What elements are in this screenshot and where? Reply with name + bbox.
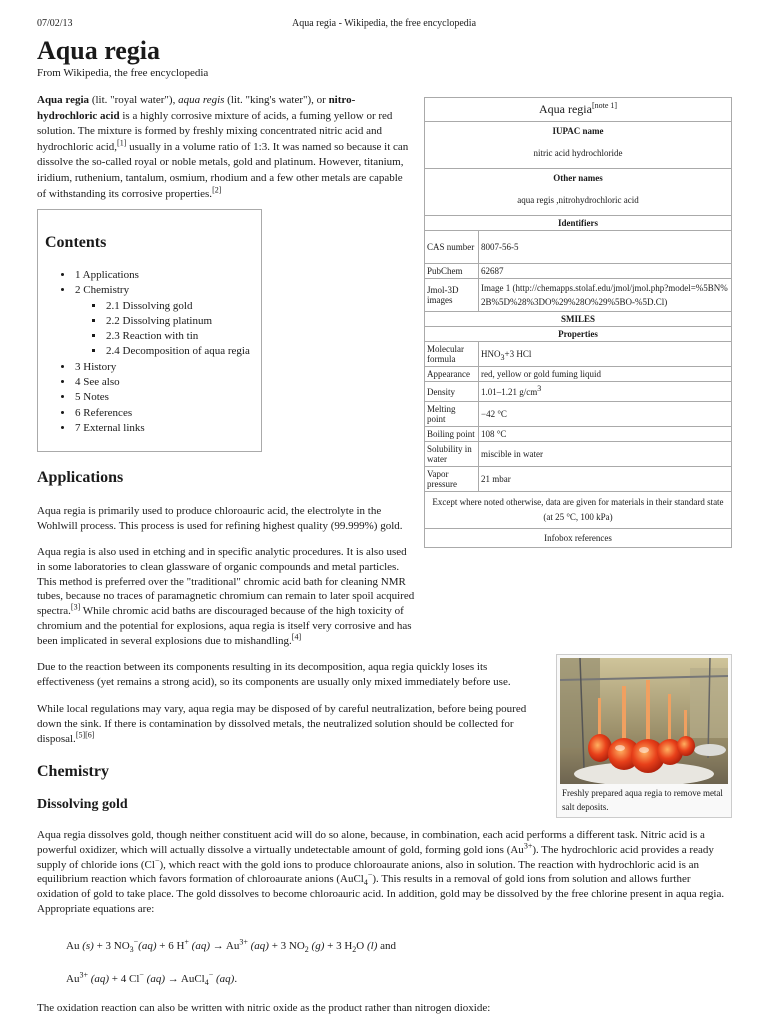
toc-subitem[interactable]: ▪ 2.1 Dissolving gold — [105, 299, 250, 314]
infobox-row — [425, 467, 731, 492]
toc-item[interactable]: • 7 External links — [74, 421, 250, 436]
applications-paragraph-1: Aqua regia is primarily used to produce chloroauric acid, the electrolyte in the Wohlwill process. This process is used for refining highest quality (99.999%) gold. — [37, 505, 403, 532]
article-title: Aqua regia — [37, 36, 161, 65]
infobox-row-label[interactable]: CAS number — [425, 231, 479, 264]
infobox-row — [425, 382, 731, 402]
toc-sublist — [75, 299, 250, 360]
toc-subitem[interactable]: ▪ 2.2 Dissolving platinum — [105, 314, 250, 329]
infobox-properties-label: Properties — [425, 327, 731, 342]
infobox-row-value: red, yellow or gold fuming liquid — [479, 367, 732, 382]
toc-item[interactable]: • 2 Chemistry ▪ 2.1 Dissolving gold ▪ 2.2 Dissolving platinum ▪ 2.3 Reaction with tin ▪ 2.4 Decomposition of aqua regia — [74, 283, 250, 359]
infobox-row-value[interactable]: 8007-56-5 — [479, 231, 732, 264]
infobox-identifiers-label: Identifiers — [425, 216, 731, 231]
infobox-row-label[interactable]: Solubility in water — [425, 442, 479, 467]
thumbnail-figure — [556, 654, 732, 818]
infobox-row — [425, 231, 731, 264]
infobox-row-value: 108 °C — [479, 427, 732, 442]
print-date: 07/02/13 — [37, 18, 73, 29]
chembox-infobox — [424, 97, 732, 548]
infobox-references-link[interactable]: Infobox references — [425, 529, 731, 548]
infobox-row-value[interactable]: Image 1 (http://chemapps.stolaf.edu/jmol/jmol.php?model=%5BN%2B%5D%28%3DO%29%28O%29%5BO-%5D.Cl) — [479, 279, 732, 312]
infobox-footnote: Except where noted otherwise, data are given for materials in their standard state (at 25 °C, 100 kPa) — [425, 492, 731, 529]
infobox-row — [425, 279, 731, 312]
section-heading-applications: Applications — [37, 469, 124, 486]
infobox-title: Aqua regia[note 1] — [538, 101, 618, 116]
infobox-row — [425, 264, 731, 279]
infobox-row — [425, 402, 731, 427]
chemistry-paragraph-2: The oxidation reaction can also be written with nitric oxide as the product rather than nitrogen dioxide: — [37, 1002, 491, 1014]
lead-term-nitro-hydrochloric: nitro-hydrochloric acid — [37, 94, 356, 122]
figure-caption: Freshly prepared aqua regia to remove metal salt deposits. — [562, 788, 723, 812]
section-heading-chemistry: Chemistry — [37, 763, 109, 780]
toc-item[interactable]: • 5 Notes — [74, 390, 250, 405]
article-subtitle: From Wikipedia, the free encyclopedia — [37, 67, 209, 79]
infobox-row — [425, 342, 731, 367]
infobox-row-label[interactable]: Molecular formula — [425, 342, 479, 367]
infobox-row-label[interactable]: Vapor pressure — [425, 467, 479, 492]
infobox-iupac-label: IUPAC name — [425, 122, 731, 139]
toc-item[interactable]: • 1 Applications — [74, 268, 250, 283]
infobox-row-value: $HNO_3+3$ HCl — [479, 342, 732, 367]
applications-paragraph-4: While local regulations may vary, aqua regia may be disposed of by careful neutralization, before being poured down the sink. If there is contamination by dissolved metals, the neutralized solution should be collected for disposal.[5][6] — [37, 703, 527, 745]
infobox-row-label[interactable]: PubChem — [425, 264, 479, 279]
applications-paragraph-3: Due to the reaction between its components resulting in its decomposition, aqua regia quickly loses its effectiveness (yet remains a strong acid), so its components are usually only mixed immediately before use. — [37, 661, 511, 688]
infobox-row-label[interactable]: Jmol-3D images — [425, 279, 479, 312]
citation-link[interactable]: [2] — [212, 184, 222, 194]
infobox-row-label[interactable]: Melting point — [425, 402, 479, 427]
infobox-row-value: 21 mbar — [479, 467, 732, 492]
toc-list — [74, 268, 250, 436]
toc-item[interactable]: • 6 References — [74, 406, 250, 421]
infobox-row — [425, 427, 731, 442]
infobox-other-names-label: Other names — [425, 169, 731, 186]
toc-subitem[interactable]: ▪ 2.3 Reaction with tin — [105, 329, 250, 344]
toc-item[interactable]: • 4 See also — [74, 375, 250, 390]
lead-term-aqua-regis[interactable]: aqua regis — [178, 94, 225, 106]
infobox-row-label[interactable]: Boiling point — [425, 427, 479, 442]
subsection-heading-dissolving-gold: Dissolving gold — [37, 797, 128, 812]
lead-paragraph: Aqua regia (lit. "royal water"), aqua regis (lit. "king's water"), or nitro-hydrochloric acid is a highly corrosive mixture of acids, a fuming yellow or red solution. The mixture is formed by freshly mixing concentrated nitric acid and hydrochloric acid,[1] usually in a volume ratio of 1:3. It was named so because it can dissolve the so-called royal or noble metals, gold and platinum. However, titanium, iridium, ruthenium, tantalum, osmium, rhodium and a few other metals are capable of withstanding its corrosive properties.[2] — [37, 94, 409, 200]
infobox-other-names-value: aqua regis ,nitrohydrochloric acid — [517, 195, 639, 205]
citation-link[interactable]: [1] — [117, 138, 127, 148]
table-of-contents — [37, 209, 262, 452]
infobox-row-value[interactable]: 62687 — [479, 264, 732, 279]
infobox-iupac-value: nitric acid hydrochloride — [533, 148, 623, 158]
citation-link[interactable]: [4] — [291, 632, 302, 642]
infobox-row-label: Appearance — [425, 367, 479, 382]
infobox-row — [425, 367, 731, 382]
citation-link[interactable]: [5][6] — [75, 729, 95, 739]
toc-item[interactable]: • 3 History — [74, 360, 250, 375]
infobox-row-value: 1.01–1.21 $g/cm^3$ — [479, 382, 732, 402]
toc-subitem[interactable]: ▪ 2.4 Decomposition of aqua regia — [105, 344, 250, 359]
chemistry-paragraph-1: Aqua regia dissolves gold, though neither constituent acid will do so alone, because, in combination, each acid performs a different task. Nitric acid is a powerful oxidizer, which will actually dissolve a virtually undetectable amount of gold, forming gold ions $(Au^{3+})$. The hydrochloric acid provides a ready supply of chloride ions (Cl−), which react with the gold ions to produce chloroaurate anions, also in solution. The reaction with hydrochloric acid is an equilibrium reaction which favors formation of chloroaurate anions (AuCl$_4$−). This results in a removal of gold ions from solution and allows further oxidation of gold to take place. The gold dissolves to become chloroauric acid. In addition, gold may be dissolved by the free chlorine present in aqua regia. Appropriate equations are: — [37, 829, 725, 915]
print-header — [37, 18, 731, 32]
lead-term-aqua-regia: Aqua regia — [37, 94, 90, 106]
infobox-row-value: miscible in water — [479, 442, 732, 467]
note-link[interactable]: [note 1] — [591, 101, 618, 110]
applications-paragraph-2: Aqua regia is also used in etching and in specific analytic procedures. It is also used in some laboratories to clean glassware of organic compounds and metal particles. This method is preferred over the "traditional" chromic acid bath for cleaning NMR tubes, because no traces of paramagnetic chromium can remain to later spoil acquired spectra.[3] While chromic acid baths are discouraged because of the high toxicity of chromium and the potential for explosions, aqua regia is itself very corrosive and has been implicated in several explosions due to mishandling.[4] — [37, 546, 415, 647]
infobox-row — [425, 442, 731, 467]
equation-gold-oxidation: Au (s) + 3 $NO_3^-(aq) + 6$ H+ $(aq) \to Au^{3+}$ (aq) + 3 $NO_2$ (g) + 3 $H_2O$ (l) and — [66, 937, 396, 955]
infobox-row-value: −42 °C — [479, 402, 732, 427]
equation-chloroaurate: $Au^{3+}$ (aq) + 4 Cl− (aq) → AuCl$_4$− (aq). — [66, 970, 238, 988]
citation-link[interactable]: [3] — [70, 602, 81, 612]
infobox-row-label[interactable]: Density — [425, 382, 479, 402]
aqua-regia-flasks-photo[interactable] — [560, 658, 728, 784]
print-page-title: Aqua regia - Wikipedia, the free encyclopedia — [291, 18, 477, 29]
infobox-smiles-label[interactable]: SMILES — [425, 312, 731, 327]
toc-title: Contents — [45, 234, 107, 251]
